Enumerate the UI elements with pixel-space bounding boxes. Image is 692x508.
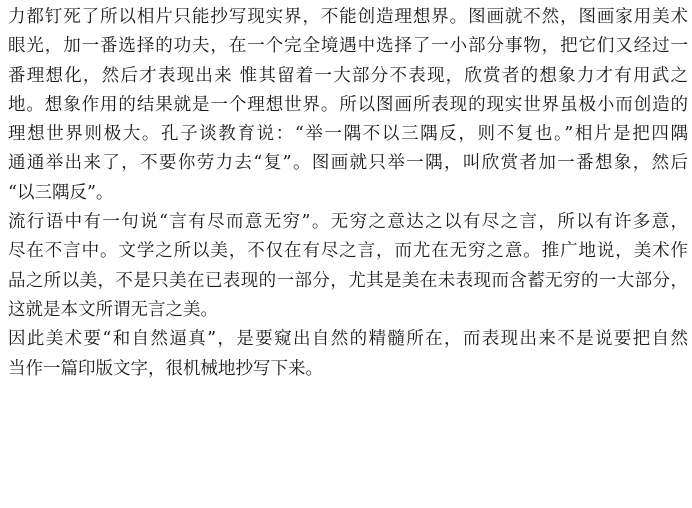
text-line: 番理想化，然后才表现出来 惟其留着一大部分不表现，欣赏者的想象力才有用武之 xyxy=(8,65,688,86)
paragraph-1 xyxy=(8,3,688,208)
document-body xyxy=(8,3,688,384)
text-line: 通通举出来了，不要你劳力去“复”。图画就只举一隅，叫欣赏者加一番想象，然后 xyxy=(8,153,688,174)
text-line: 理想世界则极大。孔子谈教育说：“举一隅不以三隅反，则不复也。”相片是把四隅 xyxy=(8,124,688,145)
text-line: 眼光，加一番选择的功夫，在一个完全境遇中选择了一小部分事物，把它们又经过一 xyxy=(8,36,688,57)
text-line: 力都钉死了所以相片只能抄写现实界，不能创造理想界。图画就不然，图画家用美术 xyxy=(8,7,688,27)
text-line: 地。想象作用的结果就是一个理想世界。所以图画所表现的现实世界虽极小而创造的 xyxy=(8,94,688,115)
text-line: 当作一篇印版文字，很机械地抄写下来。 xyxy=(8,358,323,379)
paragraph-2 xyxy=(8,208,688,325)
text-line: 品之所以美，不是只美在已表现的一部分，尤其是美在未表现而含蓄无穷的一大部分， xyxy=(8,270,688,291)
text-line: 流行语中有一句说“言有尽而意无穷”。无穷之意达之以有尽之言，所以有许多意， xyxy=(8,212,688,233)
text-line: 尽在不言中。文学之所以美，不仅在有尽之言，而尤在无穷之意。推广地说，美术作 xyxy=(8,241,688,262)
text-line: “以三隅反”。 xyxy=(8,182,114,203)
paragraph-3 xyxy=(8,325,688,384)
text-line: 因此美术要“和自然逼真”，是要窥出自然的精髓所在，而表现出来不是说要把自然 xyxy=(8,329,688,350)
text-line: 这就是本文所谓无言之美。 xyxy=(8,299,218,320)
